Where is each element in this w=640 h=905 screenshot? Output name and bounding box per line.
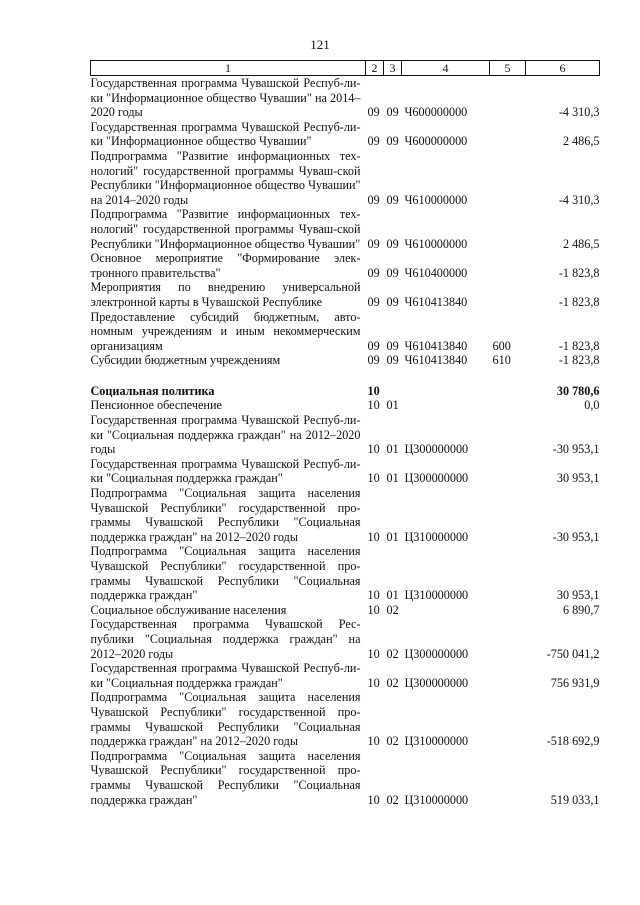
row-section: 09: [367, 105, 380, 120]
row-expense-type: [490, 749, 526, 807]
row-name: Социальная политика: [90, 383, 215, 398]
row-amount: 519 033,1: [550, 792, 600, 807]
row-amount: -1 823,8: [558, 294, 600, 309]
row-amount: 30 780,6: [556, 383, 600, 398]
table-body: [91, 76, 600, 808]
row-target-article: Ц300000000: [404, 471, 469, 486]
row-amount: 30 953,1: [556, 588, 600, 603]
row-subsection: 09: [386, 353, 399, 368]
row-name: Подпрограмма "Развитие информационных тех-нологий" государственной программы Чуваш-ской Республики "Информационное общество Чувашии": [90, 207, 361, 251]
row-subsection: 09: [386, 265, 399, 280]
row-amount: -1 823,8: [558, 338, 600, 353]
row-target-article: Ч610413840: [404, 338, 468, 353]
row-section: 10: [367, 398, 380, 413]
row-target-article: [402, 384, 490, 399]
row-target-article: Ц310000000: [404, 734, 469, 749]
row-expense-type: [490, 251, 526, 280]
row-target-article: Ц310000000: [404, 529, 469, 544]
table-row: [91, 384, 600, 399]
row-target-article: Ц310000000: [404, 792, 469, 807]
row-name: Подпрограмма "Социальная защита населения Чувашской Республики" государственной про-граммы Чувашской Республики "Социальная поддержка граждан" на 2012–2020 годы: [90, 486, 361, 544]
row-amount: 0,0: [584, 398, 600, 413]
row-section: 09: [367, 236, 380, 251]
row-amount: 6 890,7: [562, 602, 600, 617]
table-header: [91, 61, 600, 76]
header-col-3: 3: [384, 61, 402, 76]
row-name: Государственная программа Чувашской Респуб-лики "Информационное общество Чувашии": [90, 119, 361, 149]
row-section: 10: [367, 646, 380, 661]
row-section: 09: [367, 353, 380, 368]
row-name: Мероприятия по внедрению универсальной электронной карты в Чувашской Республике: [90, 280, 361, 309]
row-target-article: Ч610413840: [404, 294, 468, 309]
row-section: 09: [367, 134, 380, 149]
table-row: [91, 310, 600, 354]
row-subsection: 01: [386, 471, 399, 486]
row-section: 10: [367, 442, 380, 457]
row-expense-type: [490, 76, 526, 120]
row-amount: 2 486,5: [562, 236, 600, 251]
table-row: [91, 413, 600, 457]
row-expense-type: [490, 384, 526, 399]
row-expense-type: [490, 398, 526, 413]
row-expense-type: [490, 280, 526, 309]
row-amount: 30 953,1: [556, 471, 600, 486]
row-amount: -30 953,1: [552, 529, 600, 544]
row-target-article: [402, 603, 490, 618]
row-name: Подпрограмма "Социальная защита населения Чувашской Республики" государственной про-граммы Чувашской Республики "Социальная поддержка граждан": [90, 748, 361, 807]
row-name: Подпрограмма "Социальная защита населения Чувашской Республики" государственной про-граммы Чувашской Республики "Социальная поддержка граждан" на 2012–2020 годы: [90, 690, 361, 749]
row-target-article: Ч600000000: [404, 134, 468, 149]
row-subsection: 02: [386, 646, 399, 661]
row-section: 09: [367, 265, 380, 280]
header-col-2: 2: [366, 61, 384, 76]
row-subsection: 02: [386, 675, 399, 690]
row-amount: -1 823,8: [558, 353, 600, 368]
table-row: [91, 207, 600, 251]
row-subsection: 09: [386, 192, 399, 207]
row-name: Подпрограмма "Развитие информационных тех-нологий" государственной программы Чуваш-ской Республики "Информационное общество Чувашии" на 2014–2020 годы: [90, 148, 361, 207]
row-name: Государственная программа Чувашской Респуб-лики "Информационное общество Чувашии" на 2014–2020 годы: [90, 76, 361, 120]
table-row: [91, 76, 600, 120]
row-amount: 2 486,5: [562, 134, 600, 149]
budget-table: [90, 60, 600, 807]
header-col-6: 6: [526, 61, 600, 76]
row-name: Субсидии бюджетным учреждениям: [90, 353, 281, 368]
row-section: 09: [367, 338, 380, 353]
table-row: [91, 457, 600, 486]
table-row: [91, 544, 600, 602]
row-target-article: Ц300000000: [404, 675, 469, 690]
row-expense-type: [490, 544, 526, 602]
row-name: Предоставление субсидий бюджетным, авто-номным учреждениям и иным некоммерческим организациям: [90, 309, 361, 353]
row-expense-type: [490, 120, 526, 149]
row-subsection: 02: [386, 602, 399, 617]
row-target-article: Ч610400000: [404, 265, 468, 280]
table-row: [91, 661, 600, 690]
row-expense-type: [490, 617, 526, 661]
row-name: Государственная программа Чувашской Респуб-лики "Социальная поддержка граждан": [90, 456, 361, 486]
row-amount: 756 931,9: [550, 675, 600, 690]
row-section: 09: [367, 294, 380, 309]
row-name: Пенсионное обеспечение: [90, 398, 222, 413]
row-section: 10: [367, 529, 380, 544]
row-target-article: Ч600000000: [404, 105, 468, 120]
table-row: [91, 120, 600, 149]
row-expense-type: [490, 486, 526, 544]
row-expense-type: [490, 661, 526, 690]
row-subsection: 09: [386, 236, 399, 251]
row-section: 10: [367, 734, 380, 749]
header-col-1: 1: [91, 61, 366, 76]
spacer-cell: [91, 368, 600, 384]
table-row: [91, 280, 600, 309]
row-name: Социальное обслуживание населения: [90, 602, 287, 617]
row-amount: -4 310,3: [558, 105, 600, 120]
row-expense-type: [490, 149, 526, 207]
row-name: Государственная программа Чувашской Рес-публики "Социальная поддержка граждан" на 2012–2020 годы: [90, 617, 361, 661]
table-row: [91, 398, 600, 413]
table-row: [91, 353, 600, 368]
row-subsection: [384, 384, 402, 399]
row-target-article: [402, 398, 490, 413]
row-target-article: Ч610000000: [404, 192, 468, 207]
row-expense-type: 600: [492, 338, 511, 353]
header-col-5: 5: [490, 61, 526, 76]
row-amount: -750 041,2: [546, 646, 600, 661]
table-row: [91, 149, 600, 207]
row-section: 10: [367, 588, 380, 603]
row-expense-type: [490, 207, 526, 251]
row-section: 10: [367, 471, 380, 486]
row-subsection: 01: [386, 442, 399, 457]
table-row: [91, 690, 600, 748]
table-row: [91, 251, 600, 280]
row-name: Государственная программа Чувашской Респуб-лики "Социальная поддержка граждан": [90, 661, 361, 690]
row-subsection: 01: [386, 529, 399, 544]
page-number: 121: [310, 37, 330, 52]
row-subsection: 01: [386, 398, 399, 413]
row-target-article: Ц300000000: [404, 646, 469, 661]
header-col-4: 4: [402, 61, 490, 76]
row-subsection: 09: [386, 105, 399, 120]
table-row: [91, 603, 600, 618]
row-section: 10: [367, 675, 380, 690]
row-section: 10: [367, 602, 380, 617]
row-subsection: 09: [386, 294, 399, 309]
table-row: [91, 486, 600, 544]
row-name: Основное мероприятие "Формирование элек-тронного правительства": [90, 251, 361, 280]
header-row: [91, 61, 600, 76]
row-target-article: Ч610000000: [404, 236, 468, 251]
row-section: 10: [367, 383, 380, 398]
row-section: 09: [367, 192, 380, 207]
row-amount: -30 953,1: [552, 442, 600, 457]
row-target-article: Ц300000000: [404, 442, 469, 457]
row-expense-type: [490, 603, 526, 618]
row-expense-type: [490, 457, 526, 486]
row-amount: -4 310,3: [558, 192, 600, 207]
row-subsection: 02: [386, 792, 399, 807]
row-subsection: 09: [386, 338, 399, 353]
row-expense-type: 610: [492, 353, 511, 368]
row-name: Государственная программа Чувашской Респуб-лики "Социальная поддержка граждан" на 2012–2020 годы: [90, 413, 361, 457]
row-subsection: 02: [386, 734, 399, 749]
row-amount: -1 823,8: [558, 265, 600, 280]
row-name: Подпрограмма "Социальная защита населения Чувашской Республики" государственной про-граммы Чувашской Республики "Социальная поддержка граждан": [90, 544, 361, 603]
row-expense-type: [490, 690, 526, 748]
table-row: [91, 749, 600, 807]
spacer-row: [91, 368, 600, 384]
table-row: [91, 617, 600, 661]
row-subsection: 01: [386, 588, 399, 603]
row-target-article: Ц310000000: [404, 588, 469, 603]
row-amount: -518 692,9: [546, 734, 600, 749]
row-target-article: Ч610413840: [404, 353, 468, 368]
row-expense-type: [490, 413, 526, 457]
row-section: 10: [367, 792, 380, 807]
row-subsection: 09: [386, 134, 399, 149]
